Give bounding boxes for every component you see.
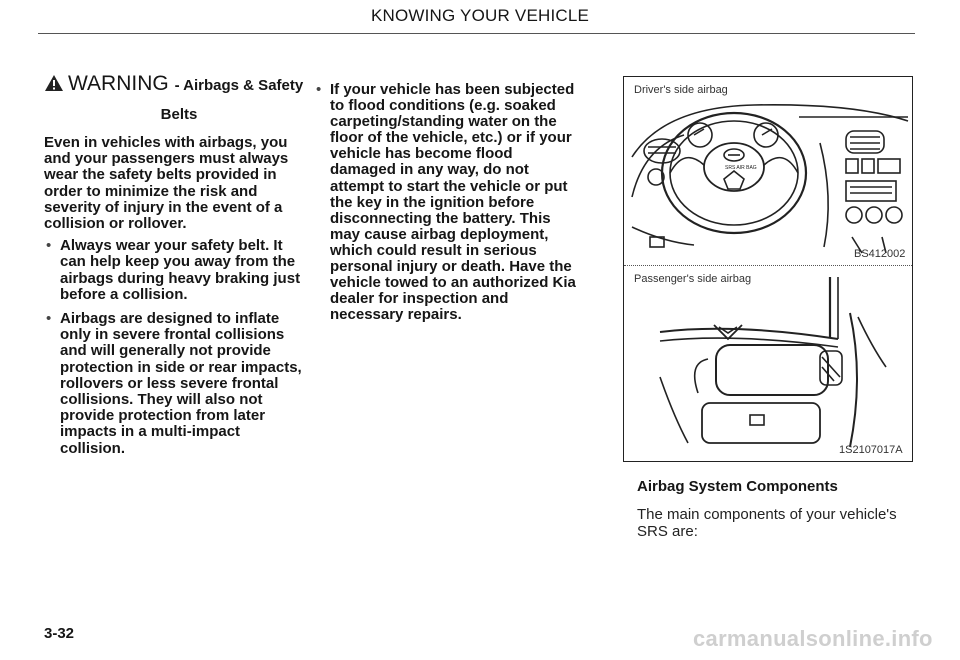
text-line: and will generally not provide [60, 342, 271, 360]
passenger-airbag-label: Passenger's side airbag [634, 273, 752, 285]
dashboard-drawing [624, 77, 911, 460]
text-line: • Always wear your safety belt. It [60, 237, 283, 255]
driver-figure-code: BS412002 [854, 248, 906, 260]
text-line: only in severe frontal collisions [60, 326, 285, 344]
flood-warning-column [314, 82, 614, 331]
airbag-illustration [623, 76, 913, 462]
text-line: before a collision. [60, 285, 188, 303]
text-line: floor of the vehicle, etc.) or if your [330, 129, 572, 147]
text-line: collisions. They will also not [60, 391, 263, 409]
text-line: SRS are: [637, 523, 698, 540]
list-item [314, 82, 614, 323]
warning-triangle-icon [44, 74, 64, 98]
text-line: disconnecting the battery. This [330, 209, 551, 227]
text-line: airbags during heavy braking just [60, 269, 301, 287]
warning-bullets [44, 238, 314, 457]
flood-bullets [314, 82, 614, 323]
page-number: 3-32 [44, 625, 75, 642]
text-line: wear the safety belts provided in [44, 166, 277, 184]
warning-subtitle-cont: Belts [160, 106, 198, 123]
text-line: dealer for inspection and [330, 290, 509, 308]
text-line: can help keep you away from the [60, 253, 296, 271]
srs-badge-text: SRS AIR BAG [725, 165, 757, 171]
text-line: personal injury or death. Have the [330, 258, 572, 276]
passenger-figure-code: 1S2107017A [839, 444, 903, 456]
section-body [637, 506, 927, 540]
warning-heading [44, 72, 314, 127]
text-line: rollovers or less severe frontal [60, 374, 279, 392]
figure-divider [624, 265, 912, 266]
text-line: the key in the ignition before [330, 193, 535, 211]
text-line: Even in vehicles with airbags, you [44, 134, 288, 151]
text-line: provide protection from later [60, 407, 266, 425]
text-line: damaged in any way, do not [330, 161, 529, 179]
text-line: collision. [60, 439, 126, 457]
text-line: collision or rollover. [44, 215, 187, 233]
list-item [44, 238, 314, 303]
text-line: severity of injury in the event of a [44, 198, 283, 216]
text-line: may cause airbag deployment, [330, 225, 549, 243]
text-line: and your passengers must always [44, 150, 289, 168]
text-line: • Airbags are designed to inflate [60, 310, 280, 328]
section-title: Airbag System Components [637, 478, 838, 495]
warning-intro [44, 135, 314, 232]
warning-title: WARNING [68, 72, 169, 95]
text-line: necessary repairs. [330, 306, 462, 324]
text-line: vehicle towed to an authorized Kia [330, 274, 576, 292]
text-line: carpeting/standing water on the [330, 113, 557, 131]
text-line: to flood conditions (e.g. soaked [330, 97, 556, 115]
watermark: carmanualsonline.info [693, 626, 933, 651]
warning-column [44, 72, 314, 465]
text-line: impacts in a multi-impact [60, 423, 241, 441]
text-line: The main components of your vehicle's [637, 506, 897, 523]
list-item [44, 311, 314, 457]
page-header-title: KNOWING YOUR VEHICLE [370, 6, 590, 25]
warning-subtitle: - Airbags & Safety [174, 77, 304, 94]
driver-airbag-label: Driver's side airbag [634, 84, 728, 96]
text-line: protection in side or rear impacts, [60, 358, 302, 376]
text-line: which could result in serious [330, 241, 537, 259]
text-line: attempt to start the vehicle or put [330, 177, 568, 195]
header-divider [38, 33, 915, 34]
text-line: order to minimize the risk and [44, 182, 258, 200]
text-line: vehicle has become flood [330, 145, 513, 163]
text-line: • If your vehicle has been subjected [330, 81, 575, 98]
